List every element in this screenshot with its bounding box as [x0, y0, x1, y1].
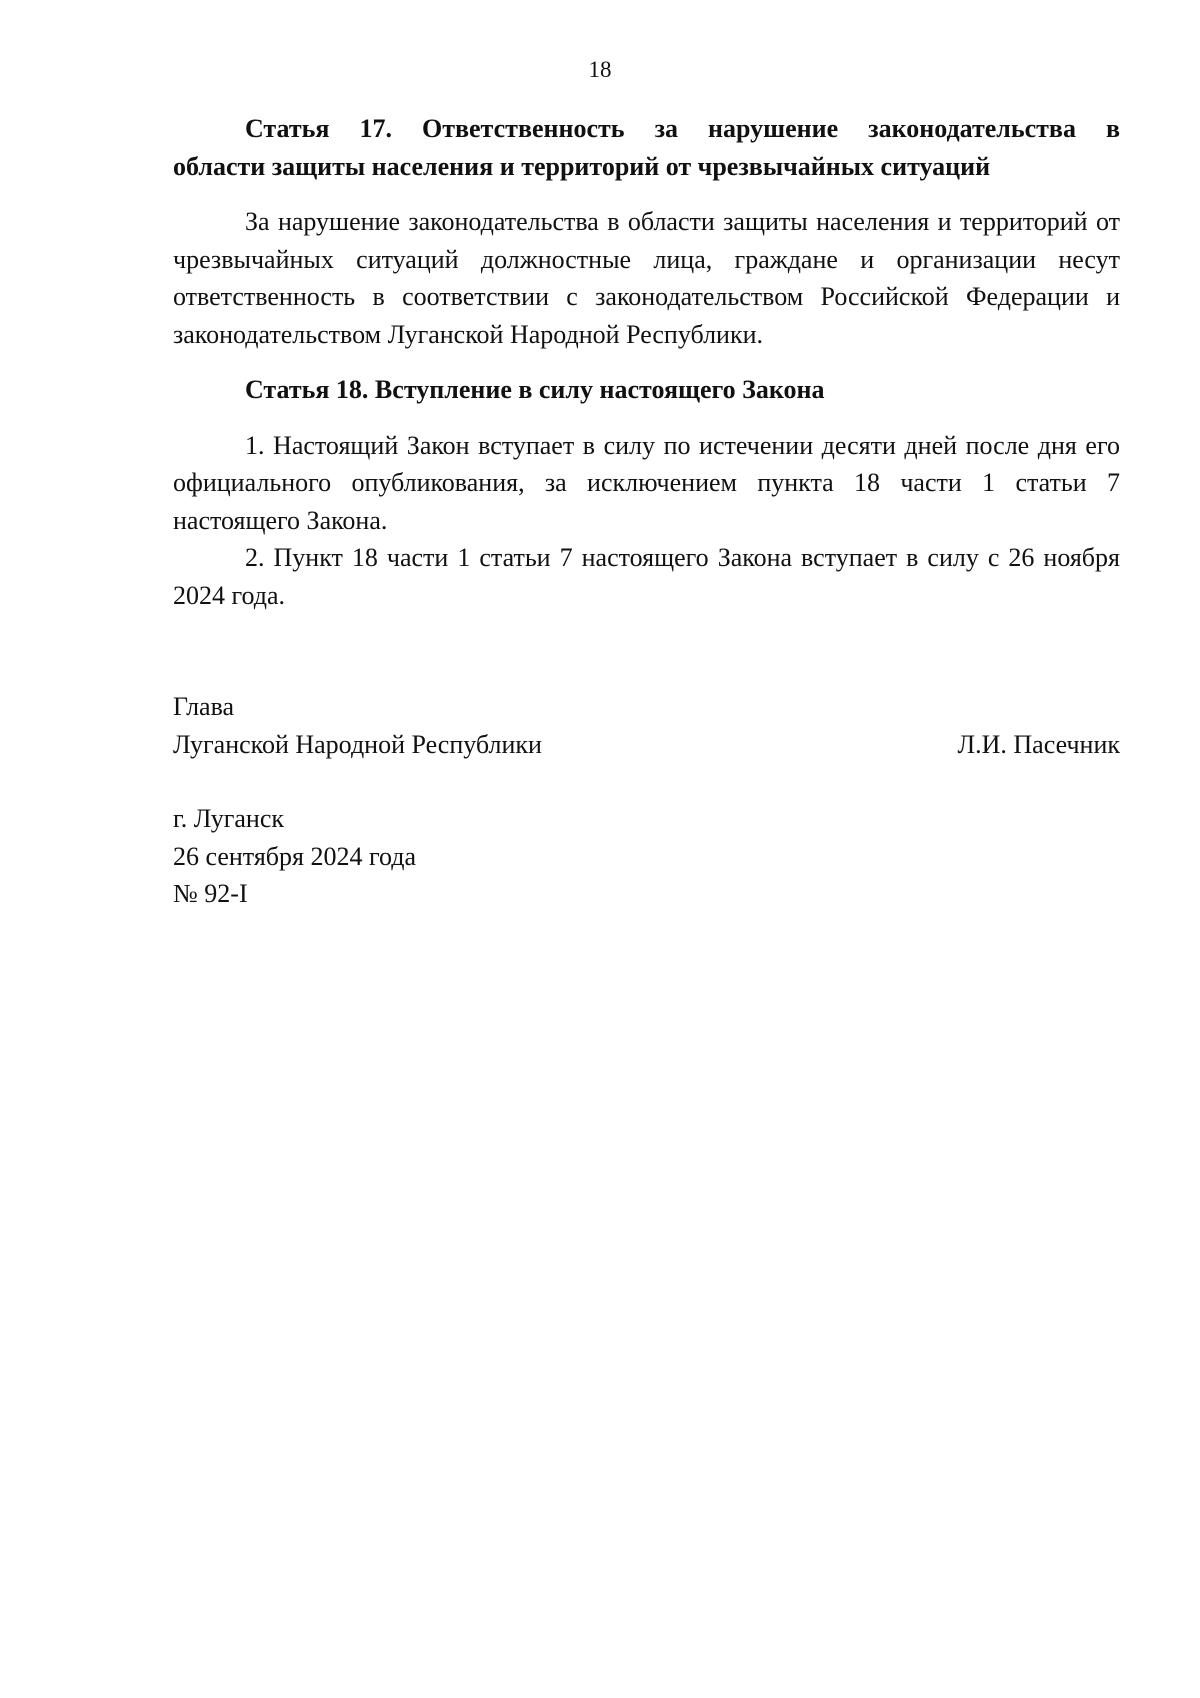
article-17-title: [173, 110, 1120, 148]
signature-position-line2: Луганской Народной Республики: [173, 729, 542, 759]
document-body: [173, 110, 1120, 614]
article-18-item-2: 2. Пункт 18 части 1 статьи 7 настоящего Закона вступает в силу с 26 ноября 2024 года.: [173, 543, 1120, 610]
signature-position-line1: Глава: [173, 692, 235, 721]
signatory-name: Л.И. Пасечник: [957, 729, 1120, 759]
article-17-body: За нарушение законодательства в области защиты населения и территорий от чрезвычайных ситуаций должностные лица, граждане и организации несут ответственность в соответствии с законодательством Российской Федерации и законодательством Луганской Народной Республики.: [173, 207, 1120, 349]
signature-block: [173, 688, 1120, 763]
article-17-title-line2: области защиты населения и территорий от чрезвычайных ситуаций: [173, 151, 991, 181]
page-number: 18: [588, 57, 612, 82]
spacer: [173, 185, 1120, 203]
article-18-title: Статья 18. Вступление в силу настоящего Закона: [245, 375, 825, 404]
article-18-item-1: 1. Настоящий Закон вступает в силу по истечении десяти дней после дня его официального опубликования, за исключением пункта 18 части 1 статьи 7 настоящего Закона.: [173, 430, 1120, 535]
spacer: [173, 353, 1120, 371]
spacer: [173, 409, 1120, 427]
law-number: № 92-I: [173, 879, 248, 908]
article-17-title-line1: Статья 17. Ответственность за нарушение законодательства в: [245, 114, 1120, 143]
place-date-number: [173, 800, 1120, 913]
article-17-title-line2-wrap: [173, 148, 1120, 186]
signature-row: [173, 726, 1120, 764]
law-date: 26 сентября 2024 года: [173, 841, 417, 871]
city: г. Луганск: [173, 804, 285, 833]
